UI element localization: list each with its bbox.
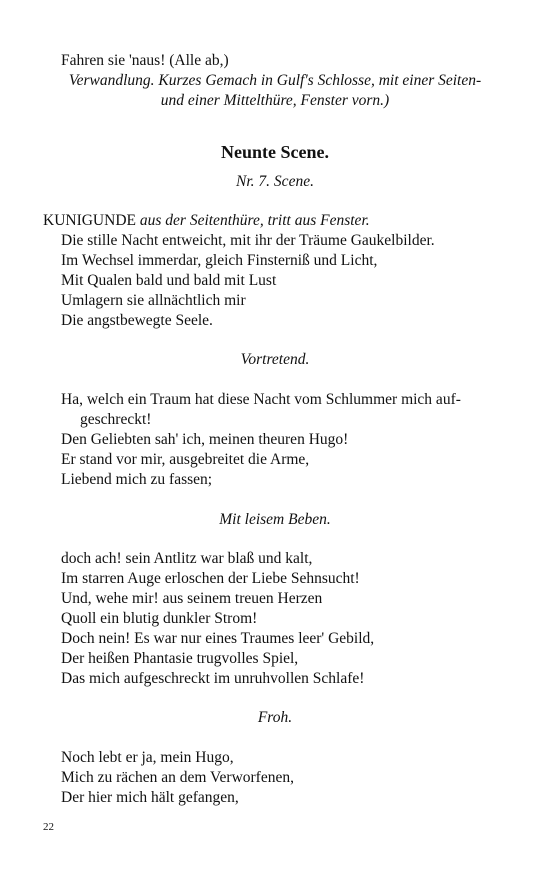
verse-line: Quoll ein blutig dunkler Strom!: [61, 610, 258, 627]
stage-direction-transformation-line-2: und einer Mittelthüre, Fenster vorn.): [160, 92, 390, 109]
stage-direction-transformation-line-1: Verwandlung. Kurzes Gemach in Gulf's Schlosse, mit einer Seiten-: [68, 72, 482, 89]
speaker-line: [43, 211, 370, 231]
verse-line: Noch lebt er ja, mein Hugo,: [61, 749, 234, 766]
verse-line: Umlagern sie allnächtlich mir: [61, 292, 246, 309]
verse-line: Mit Qualen bald und bald mit Lust: [61, 272, 277, 289]
verse-line: Liebend mich zu fassen;: [61, 471, 213, 488]
speaker-name: KUNIGUNDE: [43, 212, 136, 229]
verse-line: Im Wechsel immerdar, gleich Finsterniß und Licht,: [61, 252, 378, 269]
verse-line-continuation: geschreckt!: [80, 411, 152, 428]
verse-line: Den Geliebten sah' ich, meinen theuren Hugo!: [61, 431, 349, 448]
opening-line: Fahren sie 'naus! (Alle ab,): [61, 52, 229, 69]
stage-direction: Froh.: [257, 709, 293, 726]
verse-line: Und, wehe mir! aus seinem treuen Herzen: [61, 590, 323, 607]
verse-line: Er stand vor mir, ausgebreitet die Arme,: [61, 451, 310, 468]
verse-line: Das mich aufgeschreckt im unruhvollen Schlafe!: [61, 670, 365, 687]
verse-line: Der heißen Phantasie trugvolles Spiel,: [61, 650, 299, 667]
scene-title: Neunte Scene.: [221, 142, 329, 162]
verse-line: Die angstbewegte Seele.: [61, 312, 213, 329]
verse-line: Die stille Nacht entweicht, mit ihr der Träume Gaukelbilder.: [61, 232, 435, 249]
speaker-action: aus der Seitenthüre, tritt aus Fenster.: [139, 212, 370, 229]
verse-line: Doch nein! Es war nur eines Traumes leer' Gebild,: [61, 630, 375, 647]
verse-line: Ha, welch ein Traum hat diese Nacht vom Schlummer mich auf-: [61, 391, 461, 408]
verse-line: Im starren Auge erloschen der Liebe Sehnsucht!: [61, 570, 360, 587]
verse-line: Mich zu rächen an dem Verworfenen,: [61, 769, 294, 786]
stage-direction: Mit leisem Beben.: [219, 511, 331, 528]
stage-direction: Vortretend.: [240, 351, 310, 368]
verse-line: doch ach! sein Antlitz war blaß und kalt,: [61, 550, 313, 567]
page-number: 22: [43, 821, 54, 833]
verse-line: Der hier mich hält gefangen,: [61, 789, 239, 806]
scene-number: Nr. 7. Scene.: [236, 173, 314, 190]
